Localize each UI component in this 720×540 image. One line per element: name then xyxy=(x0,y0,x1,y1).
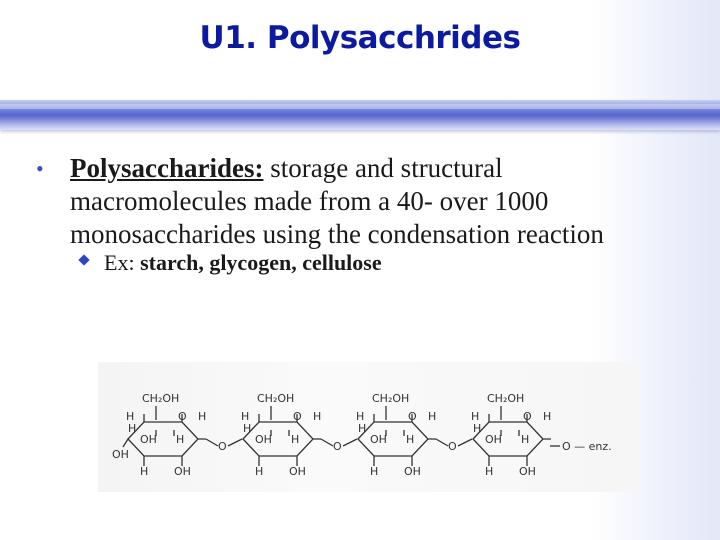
bullet-term: Polysaccharides: xyxy=(70,153,264,183)
title-divider-highlight xyxy=(0,104,720,109)
ring-oxygen-label: O xyxy=(408,410,417,423)
sub-bullet-prefix: Ex: xyxy=(104,250,135,275)
h-inner-label: H xyxy=(521,433,530,446)
oh-inner-label: OH xyxy=(370,433,387,446)
ch2oh-label: CH₂OH xyxy=(372,392,410,405)
h-bottom-left-label: H xyxy=(255,465,264,478)
ring-oxygen-label: O xyxy=(178,410,187,423)
main-bullet-text xyxy=(70,152,650,251)
h-left-label: H xyxy=(358,422,367,435)
h-right-label: H xyxy=(198,410,207,423)
sub-bullet-items: starch, glycogen, cellulose xyxy=(140,250,382,275)
oh-inner-label: OH xyxy=(140,433,157,446)
h-right-label: H xyxy=(428,410,437,423)
h-bottom-left-label: H xyxy=(140,465,149,478)
sugar-units xyxy=(126,392,551,478)
h-top-left-label: H xyxy=(126,410,135,423)
ch2oh-label: CH₂OH xyxy=(487,392,525,405)
h-inner-label: H xyxy=(406,433,415,446)
sub-bullet-text xyxy=(104,250,382,276)
structure-end xyxy=(550,440,612,453)
oh-bottom-label: OH xyxy=(289,465,306,478)
oh-bottom-label: OH xyxy=(174,465,191,478)
sugar-unit xyxy=(126,392,242,478)
oh-bottom-label: OH xyxy=(519,465,536,478)
glycosidic-linkage xyxy=(436,439,472,453)
ring-oxygen-label: O xyxy=(523,410,532,423)
linkage-oxygen-label: O xyxy=(218,440,227,453)
h-bottom-left-label: H xyxy=(485,465,494,478)
oh-inner-label: OH xyxy=(255,433,272,446)
linkage-oxygen-label: O xyxy=(333,440,342,453)
h-top-left-label: H xyxy=(471,410,480,423)
h-left-label: H xyxy=(243,422,252,435)
sugar-unit xyxy=(241,392,357,478)
h-top-left-label: H xyxy=(356,410,365,423)
linkage-oxygen-label: O xyxy=(448,440,457,453)
h-right-label: H xyxy=(313,410,322,423)
structure-start xyxy=(112,439,129,461)
sugar-unit xyxy=(471,392,551,478)
h-inner-label: H xyxy=(176,433,185,446)
h-left-label: H xyxy=(473,422,482,435)
end-label: O — enz. xyxy=(562,440,612,453)
ring-oxygen-label: O xyxy=(293,410,302,423)
bullet-dot-icon: • xyxy=(36,156,44,181)
h-inner-label: H xyxy=(291,433,300,446)
glycosidic-linkage xyxy=(321,439,357,453)
h-top-left-label: H xyxy=(241,410,250,423)
sugar-unit xyxy=(356,392,472,478)
h-left-label: H xyxy=(128,422,137,435)
start-label: OH xyxy=(112,448,129,461)
bullet-description: storage and structural macromolecules made from a 40- over 1000 monosaccharides using the condensation reaction xyxy=(70,153,604,249)
oh-bottom-label: OH xyxy=(404,465,421,478)
h-bottom-left-label: H xyxy=(370,465,379,478)
polysaccharide-structure-diagram xyxy=(98,362,638,492)
h-right-label: H xyxy=(543,410,552,423)
glycosidic-linkage xyxy=(206,439,242,453)
oh-inner-label: OH xyxy=(485,433,502,446)
slide-title: U1. Polysacchrides xyxy=(199,20,521,56)
ch2oh-label: CH₂OH xyxy=(142,392,180,405)
ch2oh-label: CH₂OH xyxy=(257,392,295,405)
